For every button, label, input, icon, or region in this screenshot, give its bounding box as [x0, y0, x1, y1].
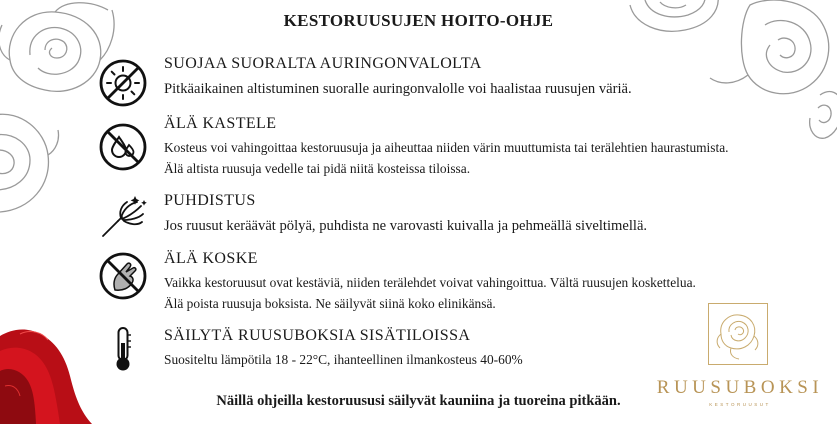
no-water-icon [97, 121, 149, 173]
section-heading: SÄILYTÄ RUUSUBOKSIA SISÄTILOISSA [164, 327, 471, 344]
thermometer-icon [97, 323, 149, 375]
section-text: Vaikka kestoruusut ovat kestäviä, niiden terälehdet voivat vahingoittua. Vältä ruusujen koskettelua. [164, 275, 696, 290]
section-text: Suositeltu lämpötila 18 - 22°C, ihanteellinen ilmankosteus 40-60% [164, 352, 523, 367]
brand-subtitle: KESTORUUSUT [709, 402, 771, 407]
rose-outline-decoration-left [0, 100, 60, 220]
section-heading: ÄLÄ KASTELE [164, 115, 277, 132]
section-text: Pitkäaikainen altistuminen suoralle auringonvalolle voi haalistaa ruusujen väriä. [164, 81, 632, 97]
section-text: Älä altista ruusuja vedelle tai pidä niitä kosteissa tiloissa. [164, 161, 471, 176]
section-text: Älä poista ruusuja boksista. Ne säilyvät siinä koko elinikänsä. [164, 296, 496, 311]
rose-logo-icon [709, 304, 767, 364]
brand-logo-box [708, 303, 768, 365]
section-text: Jos ruusut keräävät pölyä, puhdista ne varovasti kuivalla ja pehmeällä siveltimellä. [164, 218, 648, 234]
section-heading: PUHDISTUS [164, 192, 256, 209]
footer-message: Näillä ohjeilla kestoruususi säilyvät kauniina ja tuoreina pitkään. [216, 393, 621, 409]
no-touch-icon [97, 250, 149, 302]
brand-name: RUUSUBOKSI [656, 377, 824, 398]
page-title: KESTORUUSUJEN HOITO-OHJE [283, 11, 554, 30]
duster-icon [97, 192, 149, 244]
section-heading: SUOJAA SUORALTA AURINGONVALOLTA [164, 55, 482, 72]
section-text: Kosteus voi vahingoittaa kestoruusuja ja aiheuttaa niiden värin muuttumista tai terälehtien haurastumista. [164, 140, 729, 155]
section-heading: ÄLÄ KOSKE [164, 250, 258, 267]
no-sun-icon [97, 57, 149, 109]
